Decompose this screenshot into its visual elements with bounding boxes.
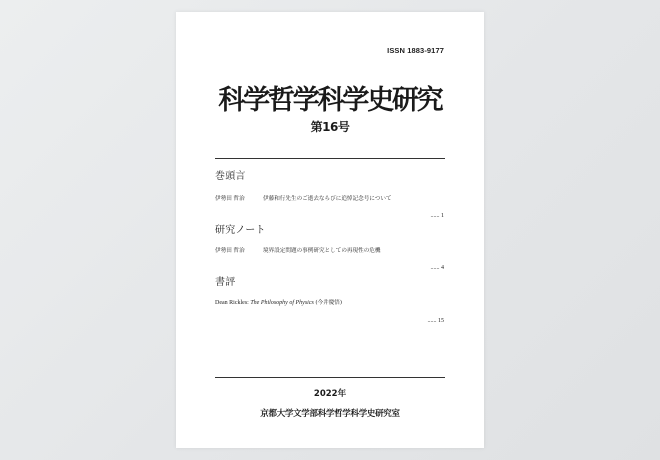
section-heading-foreword: 巻頭言 <box>215 171 246 182</box>
journal-cover-page <box>176 12 484 448</box>
entry-author: 伊勢田 哲治 <box>215 196 245 202</box>
entry-page-number: ...... 4 <box>430 265 444 271</box>
section-heading-research-note: 研究ノート <box>215 225 266 236</box>
entry-article-title: 伊藤和行先生のご逝去ならびに追悼記念号について <box>263 196 392 202</box>
top-divider <box>215 158 445 159</box>
journal-title: 科学哲学科学史研究 <box>218 85 442 116</box>
issue-number: 第16号 <box>310 120 350 134</box>
toc-entry <box>215 194 392 202</box>
entry-work-title: The Philosophy of Physics <box>250 300 314 306</box>
entry-page-number: ...... 15 <box>427 318 444 324</box>
entry-page-number: ...... 1 <box>430 213 444 219</box>
toc-entry <box>215 246 380 254</box>
entry-author: 伊勢田 哲治 <box>215 248 245 254</box>
bottom-divider <box>215 377 445 378</box>
toc-entry <box>215 298 342 306</box>
entry-article-title: 境界設定問題の事例研究としての再現性の危機 <box>263 248 381 254</box>
entry-reviewer: (今井慶悟) <box>315 300 343 306</box>
section-heading-book-review: 書評 <box>215 277 236 288</box>
issn-number: ISSN 1883-9177 <box>387 46 444 55</box>
publication-year: 2022年 <box>313 389 347 399</box>
entry-author: Dean Rickles: <box>215 300 249 306</box>
publisher-name: 京都大学文学部科学哲学科学史研究室 <box>260 409 400 419</box>
